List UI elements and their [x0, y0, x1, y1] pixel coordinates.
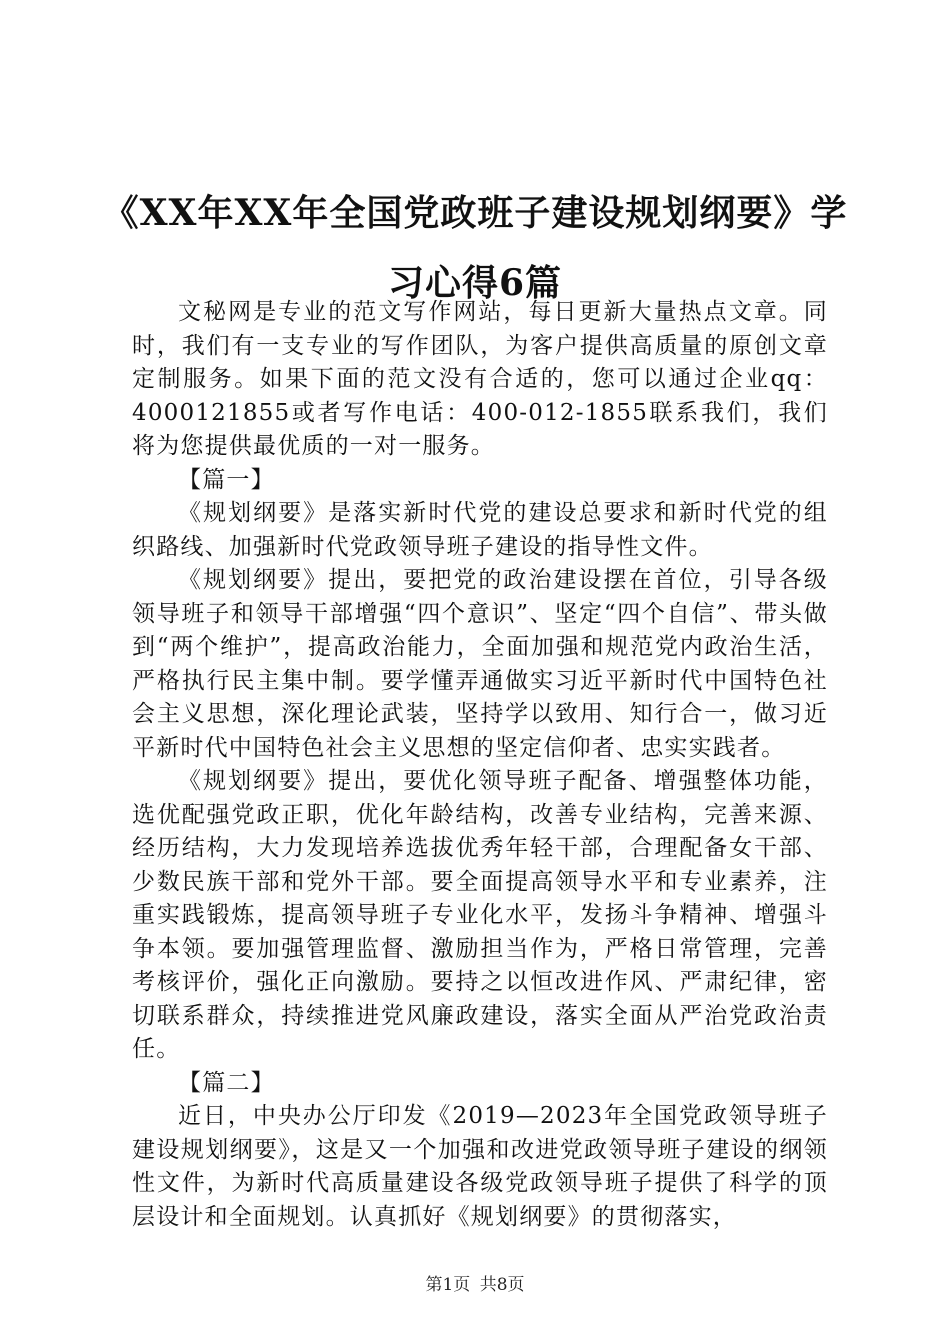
document-body — [132, 296, 828, 1234]
body-paragraph: 《规划纲要》提出，要优化领导班子配备、增强整体功能，选优配强党政正职，优化年龄结构，改善专业结构，完善来源、经历结构，大力发现培养选拔优秀年轻干部，合理配备女干部、少数民族干部和党外干部。要全面提高领导水平和专业素养，注重实践锻炼，提高领导班子专业化水平，发扬斗争精神、增强斗争本领。要加强管理监督、激励担当作为，严格日常管理，完善考核评价，强化正向激励。要持之以恒改进作风、严肃纪律，密切联系群众，持续推进党风廉政建设，落实全面从严治党政治责任。 — [132, 768, 828, 1062]
body-paragraph: 《规划纲要》是落实新时代党的建设总要求和新时代党的组织路线、加强新时代党政领导班子建设的指导性文件。 — [132, 500, 828, 560]
document-title: 《XX年XX年全国党政班子建设规划纲要》学习心得6篇 — [102, 192, 848, 304]
page-footer — [0, 1270, 950, 1295]
section-heading-1: 【篇一】 — [178, 466, 275, 493]
section-heading-2: 【篇二】 — [178, 1069, 275, 1096]
intro-paragraph: 文秘网是专业的范文写作网站，每日更新大量热点文章。同时，我们有一支专业的写作团队，为客户提供高质量的原创文章定制服务。如果下面的范文没有合适的，您可以通过企业qq：4000121855或者写作电话：400-012-1855联系我们，我们将为您提供最优质的一对一服务。 — [132, 299, 828, 459]
page-number: 第1页 — [425, 1275, 471, 1295]
body-paragraph: 《规划纲要》提出，要把党的政治建设摆在首位，引导各级领导班子和领导干部增强“四个意识”、坚定“四个自信”、带头做到“两个维护”，提高政治能力，全面加强和规范党内政治生活，严格执行民主集中制。要学懂弄通做实习近平新时代中国特色社会主义思想，深化理论武装，坚持学以致用、知行合一，做习近平新时代中国特色社会主义思想的坚定信仰者、忠实实践者。 — [132, 567, 828, 761]
body-paragraph: 近日，中央办公厅印发《2019—2023年全国党政领导班子建设规划纲要》，这是又一个加强和改进党政领导班子建设的纲领性文件，为新时代高质量建设各级党政领导班子提供了科学的顶层设计和全面规划。认真抓好《规划纲要》的贯彻落实， — [132, 1103, 828, 1230]
page-total: 共8页 — [479, 1275, 525, 1295]
